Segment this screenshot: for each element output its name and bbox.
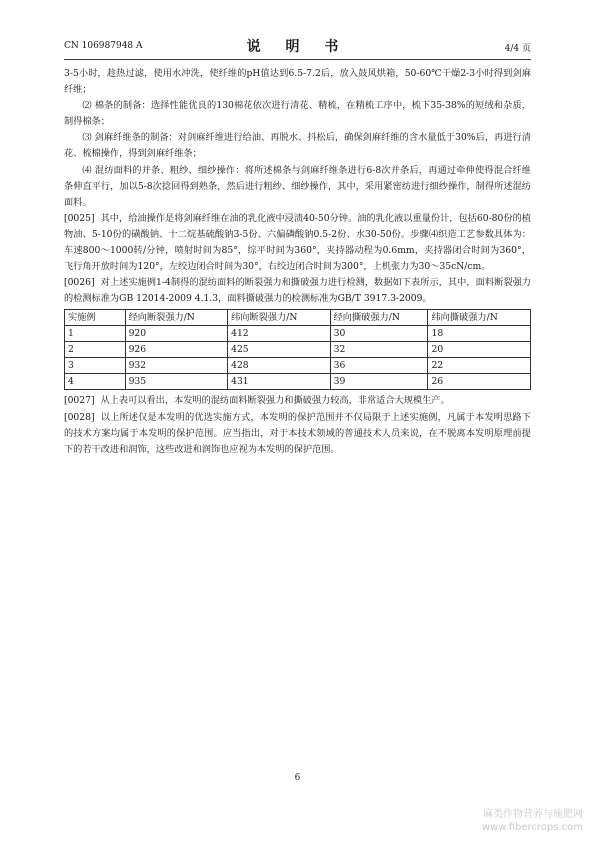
step-4-paragraph: ⑷ 混纺面料的并条、粗纱、细纱操作：将所述棉条与剑麻纤维条进行6-8次并条后，再通过牵伸使得混合纤维条伸直平行，加以5-8次捻回得到熟条，然后进行粗纱、细纱操作，其中，采用紧密纺进行细纱操作，制得所述混纺面料。 <box>64 164 531 208</box>
strength-results-table <box>64 309 531 390</box>
page-info: 4/4 页 <box>504 44 531 54</box>
paragraph-0027 <box>64 393 531 409</box>
table-cell: 428 <box>228 358 331 374</box>
table-cell: 18 <box>428 326 531 342</box>
table-cell: 920 <box>125 326 228 342</box>
table-cell: 39 <box>330 374 428 390</box>
site-watermark <box>482 808 583 834</box>
table-row <box>65 374 531 390</box>
table-cell: 425 <box>228 342 331 358</box>
paragraph-text: 从上表可以看出，本发明的混纺面料断裂强力和撕破强力较高，非常适合大规模生产。 <box>100 395 450 407</box>
document-title: 说 明 书 <box>246 39 349 55</box>
paragraph-text: 对上述实施例1-4制得的混纺面料的断裂强力和撕破强力进行检测，数据如下表所示，其中，面料断裂强力的检测标准为GB 12014-2009 4.1.3，面料撕破强力的检测标准为GB/T 3917.3-2009。 <box>64 277 531 305</box>
step-3-paragraph: ⑶ 剑麻纤维条的制备：对剑麻纤维进行给油、再脱水、抖松后，确保剑麻纤维的含水量低于30%后，再进行清花、梳棉操作，得到剑麻纤维条； <box>64 132 531 160</box>
header-divider <box>64 59 531 60</box>
table-cell: 4 <box>65 374 126 390</box>
paragraph-text: 以上所述仅是本发明的优选实施方式，本发明的保护范围并不仅局限于上述实施例，凡属于本发明思路下的技术方案均属于本发明的保护范围。应当指出，对于本技术领域的普通技术人员来说，在不脱离本发明原理前提下的若干改进和润饰，这些改进和润饰也应视为本发明的保护范围。 <box>64 411 531 455</box>
paragraph-number: [0025] <box>64 212 95 224</box>
paragraph-0028 <box>64 410 531 458</box>
table-header-cell: 纬向断裂强力/N <box>228 310 331 326</box>
paragraph-continued: 3-5小时，趁热过滤，使用水冲洗，使纤维的pH值达到6.5-7.2后，放入鼓风烘箱，50-60℃干燥2-3小时得到剑麻纤维； <box>64 68 531 96</box>
watermark-name: 麻类作物营养与施肥网 <box>483 809 583 820</box>
table-cell: 36 <box>330 358 428 374</box>
table-cell: 3 <box>65 358 126 374</box>
table-cell: 412 <box>228 326 331 342</box>
table-cell: 20 <box>428 342 531 358</box>
table-cell: 935 <box>125 374 228 390</box>
table-row <box>65 326 531 342</box>
patent-number: CN 106987948 A <box>64 41 143 51</box>
step-2-paragraph: ⑵ 棉条的制备：选择性能优良的130棉花依次进行清花、精梳，在精梳工序中，梳下35-38%的短绒和杂质，制得棉条； <box>64 100 531 128</box>
paragraph-text: 其中，给油操作是将剑麻纤维在油的乳化液中浸渍40-50分钟。油的乳化液以重量份计，包括60-80份的植物油、5-10份的磺酸钠、十二烷基硫酸钠3-5份、六偏磷酸钠0.5-2份、水30-50份。步骤⑷织造工艺参数具体为：车速800～1000转/分钟，喷射时间为85°，综平时间为360°，夹持器动程为0.6mm，夹持器闭合时间为360°，飞行角开放时间为120°，左绞边闭合时间为30°，右绞边闭合时间为300°，上机张力为30～35cN/cm。 <box>64 212 531 273</box>
paragraph-number: [0026] <box>64 277 95 289</box>
page-number: 6 <box>294 773 301 783</box>
table-cell: 932 <box>125 358 228 374</box>
table-cell: 30 <box>330 326 428 342</box>
table-row <box>65 342 531 358</box>
table-row <box>65 358 531 374</box>
table-header-cell: 经向断裂强力/N <box>125 310 228 326</box>
table-header-row <box>65 310 531 326</box>
table-cell: 431 <box>228 374 331 390</box>
watermark-url: www.fibercrops.com <box>481 822 583 833</box>
page-header <box>64 36 531 58</box>
table-cell: 22 <box>428 358 531 374</box>
table-cell: 32 <box>330 342 428 358</box>
paragraph-0026 <box>64 275 531 307</box>
paragraph-number: [0028] <box>64 411 95 423</box>
table-cell: 26 <box>428 374 531 390</box>
paragraph-0025 <box>64 211 531 275</box>
table-header-cell: 经向撕破强力/N <box>330 310 428 326</box>
document-body <box>64 66 531 458</box>
table-cell: 1 <box>65 326 126 342</box>
paragraph-number: [0027] <box>64 395 95 407</box>
table-header-cell: 纬向撕破强力/N <box>428 310 531 326</box>
table-header-cell: 实施例 <box>65 310 126 326</box>
table-cell: 2 <box>65 342 126 358</box>
table-cell: 926 <box>125 342 228 358</box>
